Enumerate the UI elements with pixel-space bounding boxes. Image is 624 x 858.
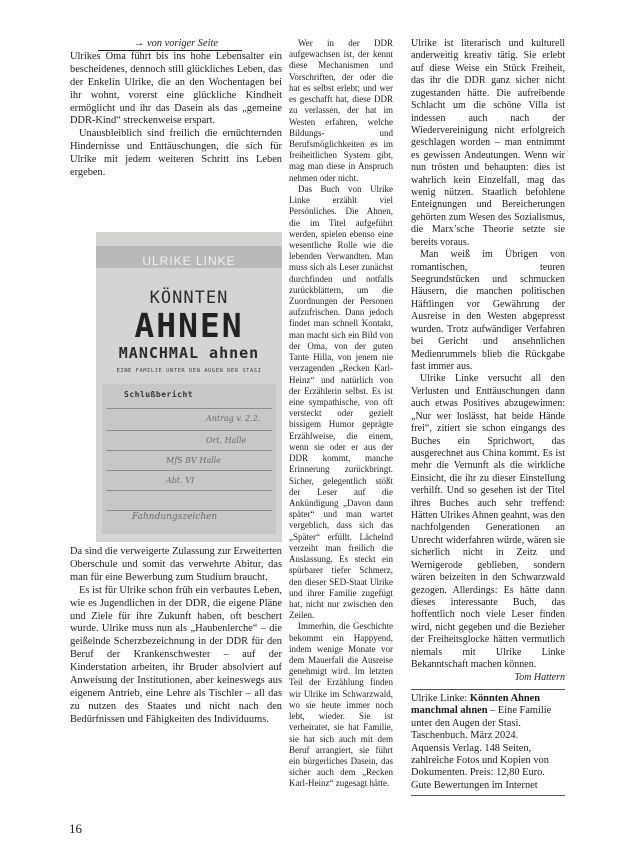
col2-paragraph-2: Das Buch von Ulrike Linke erzählt viel Persönliches. Die Ahnen, die im Titel aufgeführt werden, spielen ebenso eine wesentliche Rolle wie die lebenden Verwandten. Man muss sich als Leser zunächst durchfinden und notfalls zurückblättern, um die Zuordnungen der Personen aufzufrischen. Dann jedoch findet man schnell Kontakt, man macht sich ein Bild von der Oma, von der guten Tante Hilla, von jenem nie verzagenden „Recken Karl-Heinz“ und natürlich von der Erzählerin selbst. Es ist eine sympathische, von oft versteckt oder gezielt bissigem Humor geprägte Erzählweise, die einem, wenn sie oder er aus der DDR kommt, manche Erinnerung zurückbringt. Sicher, gelegentlich stößt der Leser auf die Ankündigung „Davon dann später“ und man wartet vergeblich, dass sich das „Später“ erfüllt. Lächelnd verzeiht man freilich die Auslassung. Es steckt ein spürbarer tiefer Schmerz, den dieser SED-Staat Ulrike und ihrer Familie zugefügt hat, nicht nur zwischen den Zeilen. bbox=[289, 183, 393, 621]
column-1-bottom bbox=[70, 546, 282, 727]
info-format: Taschenbuch. März 2024. bbox=[411, 730, 519, 742]
form-line bbox=[106, 450, 272, 451]
form-line bbox=[106, 510, 272, 511]
form-line bbox=[106, 408, 272, 409]
col3-paragraph-2: Man weiß im Übrigen von romantischen, teuren Seegrundstücken und schmucken Häusern, die manchen politischen Häftlingen vor Gewährung der Ausreise in den Westen abgepresst wurden. Trotz aufwändiger Verfahren bei Gericht und ansehnlichen Medienrummels blieb die Rückgabe fast immer aus. bbox=[411, 249, 565, 372]
cover-title-line-2: AHNEN bbox=[134, 306, 244, 345]
form-entry: Abt. VI bbox=[166, 476, 195, 485]
info-rating: Gute Bewertungen im Internet bbox=[411, 779, 538, 791]
col3-paragraph-1: Ulrike ist literarisch und kulturell anderweitig kreativ tätig. Sie erlebt auf diese Weise ein Stück Freiheit, das ihr die DDR ganz sicher nicht zugestanden hätte. Die aufreibende Schlacht um die schöne Villa ist indessen auch nach der Wiedervereinigung nicht erfolgreich geschlagen worden – man entnimmt es gewissen Andeutungen. Wenn wir nun trösten und behaupten: dies ist wahrlich kein Einzelfall, mag das wenig nützen. Staatlich befohlene Enteignungen und Bereicherungen gehörten zum Wesen des Sozialismus, die Marx’sche Theorie setzte sie bereits voraus. bbox=[411, 38, 565, 248]
continued-from-note: → von voriger Seite bbox=[70, 38, 282, 51]
col2-paragraph-3: Immerhin, die Geschichte bekommt ein Happyend, indem wenige Monate vor dem Mauerfall die Ausreise genehmigt wird. Im letzten Teil der Erzählung finden wir Ulrike im Schwarzwald, wo sie heute immer noch lebt, wieder. Sie ist verheiratet, sie hat Familie, sie hat sich auch mit dem Beruf arrangiert, sie führt ein bürgerliches Dasein, das sicher auch dem „Recken Karl-Heinz“ zugesagt hätte. bbox=[289, 621, 393, 789]
form-entry: MfS BV Halle bbox=[166, 456, 221, 465]
col3-paragraph-3: Ulrike Linke versucht all den Verlusten und Enttäuschungen dann auch etwas Positives abzugewinnen: „Nur wer loslässt, hat beide Hände frei“, zitiert sie schon eingangs des Buches ein Sprichwort, das ausgerechnet aus China kommt. Es ist mehr die Vernunft als die wirkliche Einsicht, die ihr zu dieser Einstellung verhilft. Und so gesehen ist der Titel ihres Buches auch sehr treffend: Hätten Ulrikes Ahnen geahnt, was den nachfolgenden Generationen an Unrecht widerfahren würde, wären sie sicherlich nicht in Zeitz und Wernigerode geblieben, sondern wären beizeiten in den Schwarzwald gezogen. Allerdings: Es hätte dann dieses interessante Buch, das hoffentlich noch viele Leser finden wird, nicht gegeben und die Bezieher der Freiheitsglocke hätten vermutlich niemals mit Ulrike Linke Bekanntschaft machen können. bbox=[411, 373, 565, 671]
form-line bbox=[106, 470, 272, 471]
col1-bottom-paragraph-2: Es ist für Ulrike schon früh ein verbautes Leben, wie es Jugendlichen in der DDR, die eigene Pläne und Ziele für ihre Zukunft haben, oft beschert wurde. Ulrike muss nun als „Haubenlerche“ – die geißelnde Scherzbezeichnung in der DDR für den Beruf der Krankenschwester – auf der Kinderstation arbeiten, ihr Bruder absolviert auf Anweisung der Institutionen, aber keineswegs aus eigenem Antrieb, eine Lehre als Tischler – all das zu nutzen des Staates und nicht nach den Bedürfnissen und Fähigkeiten des Individuums. bbox=[70, 584, 282, 725]
cover-author: ULRIKE LINKE bbox=[142, 254, 236, 268]
page-number: 16 bbox=[69, 821, 82, 836]
book-cover-image bbox=[96, 232, 282, 542]
info-title: Könnten Ahnen manchmal ahnen bbox=[411, 693, 541, 717]
column-3 bbox=[411, 38, 565, 684]
cover-subtitle: EINE FAMILIE UNTER DEN AUGEN DER STASI bbox=[116, 368, 262, 374]
col1-bottom-paragraph-1: Da sind die verweigerte Zulassung zur Erweiterten Oberschule und somit das verwehrte Abitur, das man für eine Bewerbung zum Studium braucht. bbox=[70, 546, 282, 583]
col1-paragraph-2: Unausbleiblich sind freilich die ernüchternden Hindernisse und Enttäuschungen, die sich für Ulrike mit jedem weiteren Schritt ins Leben ergeben. bbox=[70, 128, 282, 179]
cover-title-line-3: MANCHMAL ahnen bbox=[118, 344, 260, 362]
column-1 bbox=[70, 38, 282, 180]
info-subtitle: – Eine Familie unter den Augen der Stasi. bbox=[411, 705, 552, 729]
form-entry: Fahndungszeichen bbox=[132, 512, 218, 522]
form-line bbox=[106, 490, 272, 491]
book-info-box bbox=[411, 689, 565, 796]
form-entry: Ort, Halle bbox=[206, 436, 247, 445]
cover-document-form bbox=[102, 384, 276, 534]
cover-form-heading: Schlußbericht bbox=[124, 390, 194, 399]
form-line bbox=[106, 430, 272, 431]
col2-paragraph-1: Wer in der DDR aufgewachsen ist, der kennt diese Mechanismen und Vorschriften, der oder die hat es selbst erlebt; und wer es geschafft hat, diese DDR zu verlassen, der hat im Westen erfahren, welche Bildungs- und Berufsmöglichkeiten es im freiheitlichen System gibt, mag man diese in Anspruch nehmen oder nicht. bbox=[289, 38, 393, 183]
info-author: Ulrike Linke: bbox=[411, 693, 468, 704]
reviewer-name: Tom Hattern bbox=[514, 671, 565, 683]
cover-title-line-1: KÖNNTEN bbox=[149, 288, 229, 308]
col1-paragraph-1: Ulrikes Oma führt bis ins hohe Lebensalter ein bescheidenes, dennoch still glückliches Leben, das der Enkelin Ulrike, die an den Wochentagen bei ihr wohnt, vorerst eine glückliche Kindheit ermöglicht und ihr das Dasein als das „gemeine DDR-Kind“ streckenweise erspart. bbox=[70, 50, 282, 127]
info-publisher: Aquensis Verlag. 148 Seiten, zahlreiche Fotos und Kopien von Dokumenten. Preis: 12,80 Euro. bbox=[411, 742, 549, 779]
form-entry: Antrag v. 2.2. bbox=[206, 414, 261, 423]
column-2 bbox=[289, 38, 393, 790]
